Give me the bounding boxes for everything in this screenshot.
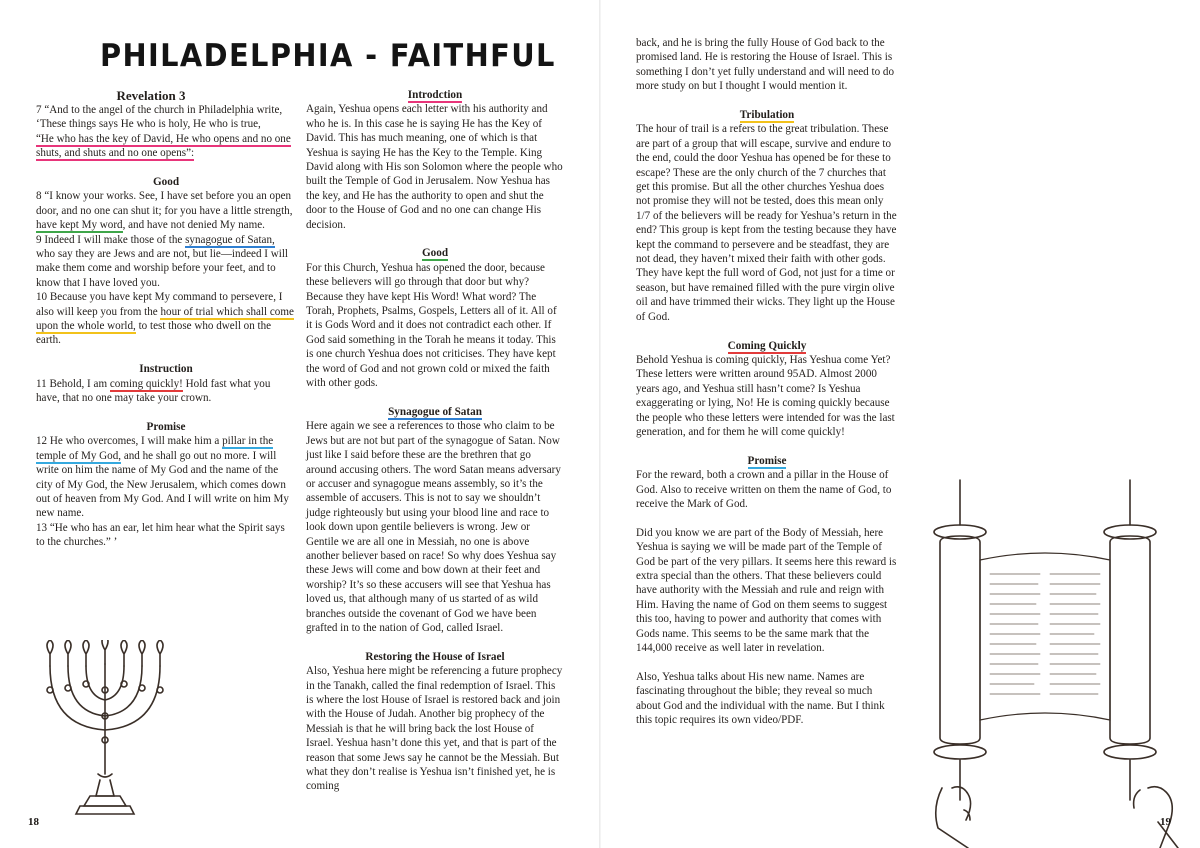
coming-quickly-text: Behold Yeshua is coming quickly, Has Yeshua come Yet? These letters were written around 95AD. Almost 2000 years ago, and Yeshua still hasn’t come? Is Yeshua exaggerating or lying, No! He is coming quickly because the people who these letters were intended for was the last generation, and for them he will come quickly! [636,353,895,438]
verse-7a: 7 “And to the angel of the church in Philadelphia write, [36,104,283,116]
promise-commentary-heading: Promise [747,454,787,467]
menorah-illustration [30,640,180,830]
coming-quickly-heading: Coming Quickly [727,339,807,352]
highlight-key-of-david: “He who has the key of David, He who opens and no one shuts, and shuts and no one opens”: [36,132,291,160]
page-number-right: 19 [1160,816,1171,828]
scroll-left-roller [934,480,986,800]
scroll-parchment [980,553,1110,720]
good-heading: Good [152,176,180,189]
promise-heading: Promise [146,420,186,433]
menorah-cups [47,640,163,666]
highlight-synagogue-of-satan: synagogue of Satan, [185,233,275,246]
page-title: PHILADELPHIA - FAITHFUL [100,38,556,74]
promise-text-2: Did you know we are part of the Body of Messiah, here Yeshua is saying we will be made part of the Temple of God be part of the very pillars. It seems here this reward is extra special than the others. That these believers could have authority with the Messiah and rule and reign with Him. Having the name of God on them seems to suggest this too, having to power and authority that comes with Gods name. This seems to be the same mark that the 144,000 receive as well later in revelation. [636,526,897,654]
synagogue-heading: Synagogue of Satan [388,405,482,418]
good-commentary-heading: Good [421,247,449,260]
intro-heading: Introdction [407,89,463,101]
synagogue-text: Here again we see a references to those who claim to be Jews but are not but part of the synagogue of Satan. Now just like I said before these are the brethren that go around accusing others. The word Satan means adversary or accuser and synagogue means assembly, so it’s the assemble of accusers. This is not to say we shouldn’t judge righteously but using your blood line and race to look down upon gentile believers is wrong. Jew or Gentile we are all one in Messiah, no one is above another believer based on race! So why does Yeshua say these Jews will come and bow down at their feet and worship? It’s so these accusers will see that Yeshua has loved us, that although many of us started of as wild branches outside the covenant of God we have been grafted in to the nation of God, called Israel. [306,420,561,634]
page-number-left: 18 [28,816,39,828]
promise-text-1: For the reward, both a crown and a pillar in the House of God. Also to receive written on them the name of God, to receive the Mark of God. [636,469,892,510]
good-commentary-text: For this Church, Yeshua has opened the door, because these believers will go through that door but why? Because they have kept His Word! What word? The Torah, Prophets, Psalms, Gospels, Letters all of it. All of it is Gods Word and it does not contradict each other. If God said something in the Torah he means it today. This is one church Yeshua does not criticises. They have kept the word of God and not grown cold or mixed the faith with other gods. [306,261,557,390]
verse-8: 8 “I know your works. See, I have set before you an open door, and no one can shut it; for you have a little strength, have kept My word, and have not denied My name. [36,190,293,232]
verse-12: 12 He who overcomes, I will make him a pillar in the temple of My God, and he shall go out no more. I will write on him the name of My God and the name of the city of My God, the New Jerusalem, which comes down out of heaven from My God. And I will write on him My new name. [36,435,289,520]
commentary-column-right [636,36,898,727]
commentary-column-left [306,88,564,794]
verse-11: 11 Behold, I am coming quickly! Hold fast what you have, that no one may take your crown. [36,377,271,405]
tribulation-text: The hour of trail is a refers to the great tribulation. These are part of a group that will escape, survive and endure to the end, could the door Yeshua has opened be for these to escape? These are the only church of the 7 churches that get this promise. But all the other churches Yeshua does not promise they will not be tested, does this mean only 1/7 of the believers will be ready for Yeshua’s return in the end? This group is kept from the testing because they have kept the command to persevere and be steadfast, they are not dead, they haven’t mixed their faith with other gods. They have kept the full word of God, not just for a time or season, but have remained filled with the pure virgin olive oil and have trimmed their wicks. They light up the House of God. [636,123,897,323]
promise-text-3: Also, Yeshua talks about His new name. Names are fascinating throughout the bible; they reveal so much about God and the individual with the name. But I think this topic requires its own video/PDF. [636,670,885,727]
scripture-reference: Revelation 3 [116,88,186,103]
restoring-heading: Restoring the House of Israel [365,650,505,663]
tribulation-heading: Tribulation [739,109,795,122]
highlight-hour-of-trial: hour of trial which shall come upon the whole world, [36,305,294,333]
scripture-column [36,88,296,550]
intro-text: Again, Yeshua opens each letter with his authority and who he is. In this case he is saying He has the Key of David. This has much meaning, one of which is that Yeshua is saying He has the Key to the Temple. King David along with His son Solomon where the people who built the Temple of God in Jerusalem. Now Yeshua has the key, and He has the authority to open and shut the door to the House of God and no one can change His decision. [306,103,563,231]
scroll-right-roller [1104,480,1156,800]
continuation-text: back, and he is bring the fully House of God back to the promised land. He is restoring the House of Israel. This is something I don’t yet fully understand and will need to do more study on but I thought I would mention it. [636,37,894,93]
verse-13: 13 “He who has an ear, let him hear what the Spirit says to the churches.” ’ [36,521,285,549]
menorah-branches [47,664,163,774]
right-page [600,0,1200,848]
verse-7c [36,132,296,161]
highlight-coming-quickly: coming quickly! [109,377,183,390]
menorah-base [76,774,134,814]
verse-10: 10 Because you have kept My command to persevere, I also will keep you from the hour of trial which shall come upon the whole world, to test those who dwell on the earth. [36,291,294,347]
highlight-pillar-in-temple: pillar in the temple of My God, [36,435,274,462]
verse-7b: ‘These things says He who is holy, He who is true, [36,118,261,131]
instruction-heading: Instruction [139,363,193,376]
restoring-text: Also, Yeshua here might be referencing a future prophecy in the Tanakh, called the final redemption of Israel. This is where the lost House of Israel is restored back and join with the House of Judah. Another big prophecy of the Messiah is that he will bring back the lost House of Israel. Yeshua hasn’t done this yet, and that is part of the reason that some Jews say he cannot be the Messiah. But what they don’t realise is Yeshua isn’t finished yet, he is coming [306,665,563,793]
verse-9: 9 Indeed I will make those of the synagogue of Satan, who say they are Jews and are not, but lie—indeed I will make them come and worship before your feet, and to know that I have loved you. [36,233,289,289]
torah-scroll-illustration [930,470,1200,848]
highlight-kept-my-word: have kept My word [36,219,123,232]
holding-hands [936,787,1178,848]
